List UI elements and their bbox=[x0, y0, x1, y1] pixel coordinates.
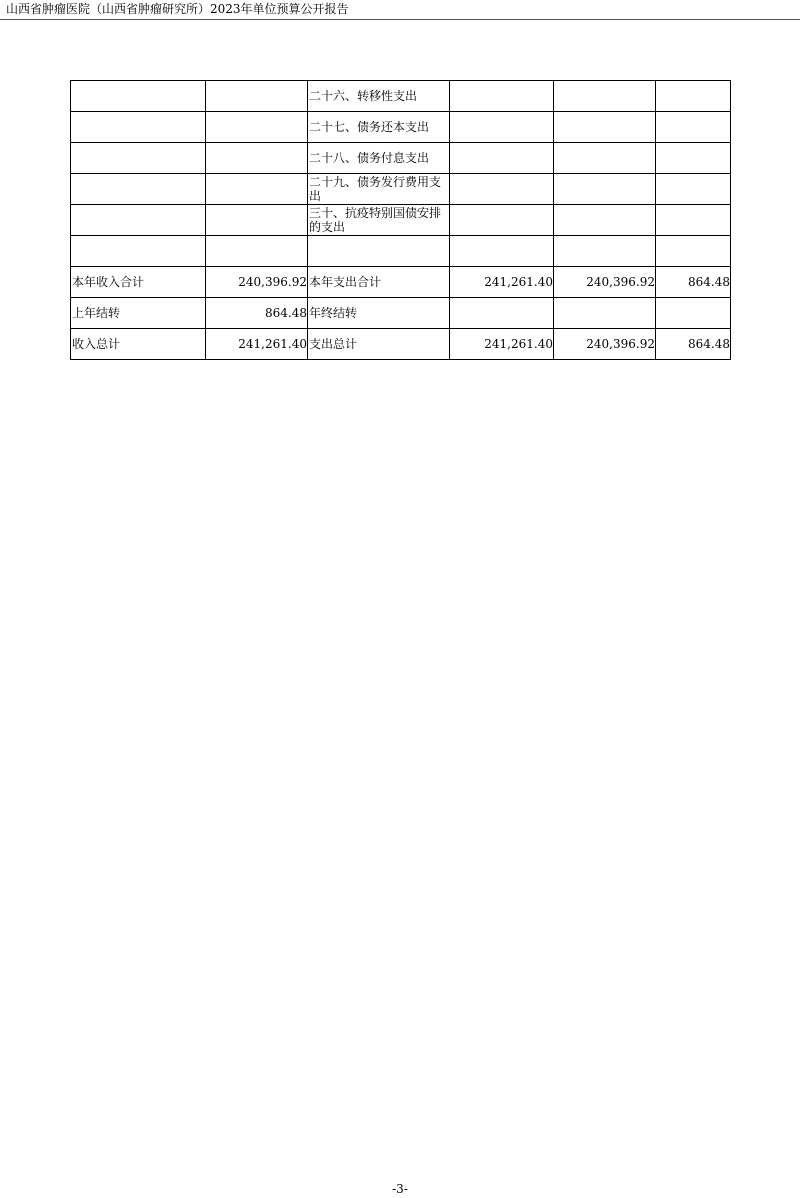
expense-item-cell: 二十六、转移性支出 bbox=[308, 81, 450, 112]
budget-table bbox=[70, 80, 731, 360]
page-header-title: 山西省肿瘤医院（山西省肿瘤研究所）2023年单位预算公开报告 bbox=[6, 2, 349, 16]
table-row-carryover bbox=[71, 298, 731, 329]
income-value-cell: 864.48 bbox=[206, 298, 308, 329]
amount-cell bbox=[554, 174, 656, 205]
amount-cell bbox=[554, 112, 656, 143]
amount-cell bbox=[554, 298, 656, 329]
table-row bbox=[71, 143, 731, 174]
amount-cell bbox=[450, 205, 554, 236]
expense-label-cell: 本年支出合计 bbox=[308, 267, 450, 298]
amount-cell bbox=[656, 174, 731, 205]
amount-cell: 864.48 bbox=[656, 267, 731, 298]
income-item-cell bbox=[71, 81, 206, 112]
table-row-annual-total bbox=[71, 267, 731, 298]
amount-cell bbox=[656, 143, 731, 174]
table-row-grand-total bbox=[71, 329, 731, 360]
page-number: -3- bbox=[392, 1182, 408, 1196]
expense-item-cell bbox=[308, 236, 450, 267]
amount-cell bbox=[656, 236, 731, 267]
amount-cell: 864.48 bbox=[656, 329, 731, 360]
amount-cell bbox=[656, 81, 731, 112]
amount-cell: 240,396.92 bbox=[554, 329, 656, 360]
table-row bbox=[71, 81, 731, 112]
amount-cell: 241,261.40 bbox=[450, 329, 554, 360]
income-amount-cell bbox=[206, 236, 308, 267]
table-row bbox=[71, 236, 731, 267]
income-amount-cell bbox=[206, 81, 308, 112]
expense-item-cell: 三十、抗疫特别国债安排的支出 bbox=[308, 205, 450, 236]
income-item-cell bbox=[71, 236, 206, 267]
income-value-cell: 240,396.92 bbox=[206, 267, 308, 298]
table-row bbox=[71, 174, 731, 205]
expense-item-cell: 二十九、债务发行费用支出 bbox=[308, 174, 450, 205]
amount-cell bbox=[450, 298, 554, 329]
amount-cell bbox=[554, 81, 656, 112]
amount-cell bbox=[450, 112, 554, 143]
amount-cell: 240,396.92 bbox=[554, 267, 656, 298]
income-label-cell: 上年结转 bbox=[71, 298, 206, 329]
header-divider bbox=[0, 19, 800, 20]
income-label-cell: 收入总计 bbox=[71, 329, 206, 360]
income-amount-cell bbox=[206, 174, 308, 205]
expense-item-cell: 二十八、债务付息支出 bbox=[308, 143, 450, 174]
amount-cell bbox=[656, 298, 731, 329]
amount-cell bbox=[450, 81, 554, 112]
income-label-cell: 本年收入合计 bbox=[71, 267, 206, 298]
amount-cell bbox=[554, 236, 656, 267]
table-row bbox=[71, 205, 731, 236]
income-item-cell bbox=[71, 205, 206, 236]
expense-item-cell: 二十七、债务还本支出 bbox=[308, 112, 450, 143]
amount-cell bbox=[656, 205, 731, 236]
table-row bbox=[71, 112, 731, 143]
income-item-cell bbox=[71, 143, 206, 174]
amount-cell bbox=[450, 174, 554, 205]
amount-cell bbox=[554, 143, 656, 174]
amount-cell bbox=[554, 205, 656, 236]
amount-cell bbox=[656, 112, 731, 143]
income-item-cell bbox=[71, 112, 206, 143]
expense-label-cell: 支出总计 bbox=[308, 329, 450, 360]
amount-cell: 241,261.40 bbox=[450, 267, 554, 298]
income-item-cell bbox=[71, 174, 206, 205]
amount-cell bbox=[450, 236, 554, 267]
amount-cell bbox=[450, 143, 554, 174]
income-amount-cell bbox=[206, 112, 308, 143]
income-value-cell: 241,261.40 bbox=[206, 329, 308, 360]
income-amount-cell bbox=[206, 205, 308, 236]
expense-label-cell: 年终结转 bbox=[308, 298, 450, 329]
income-amount-cell bbox=[206, 143, 308, 174]
